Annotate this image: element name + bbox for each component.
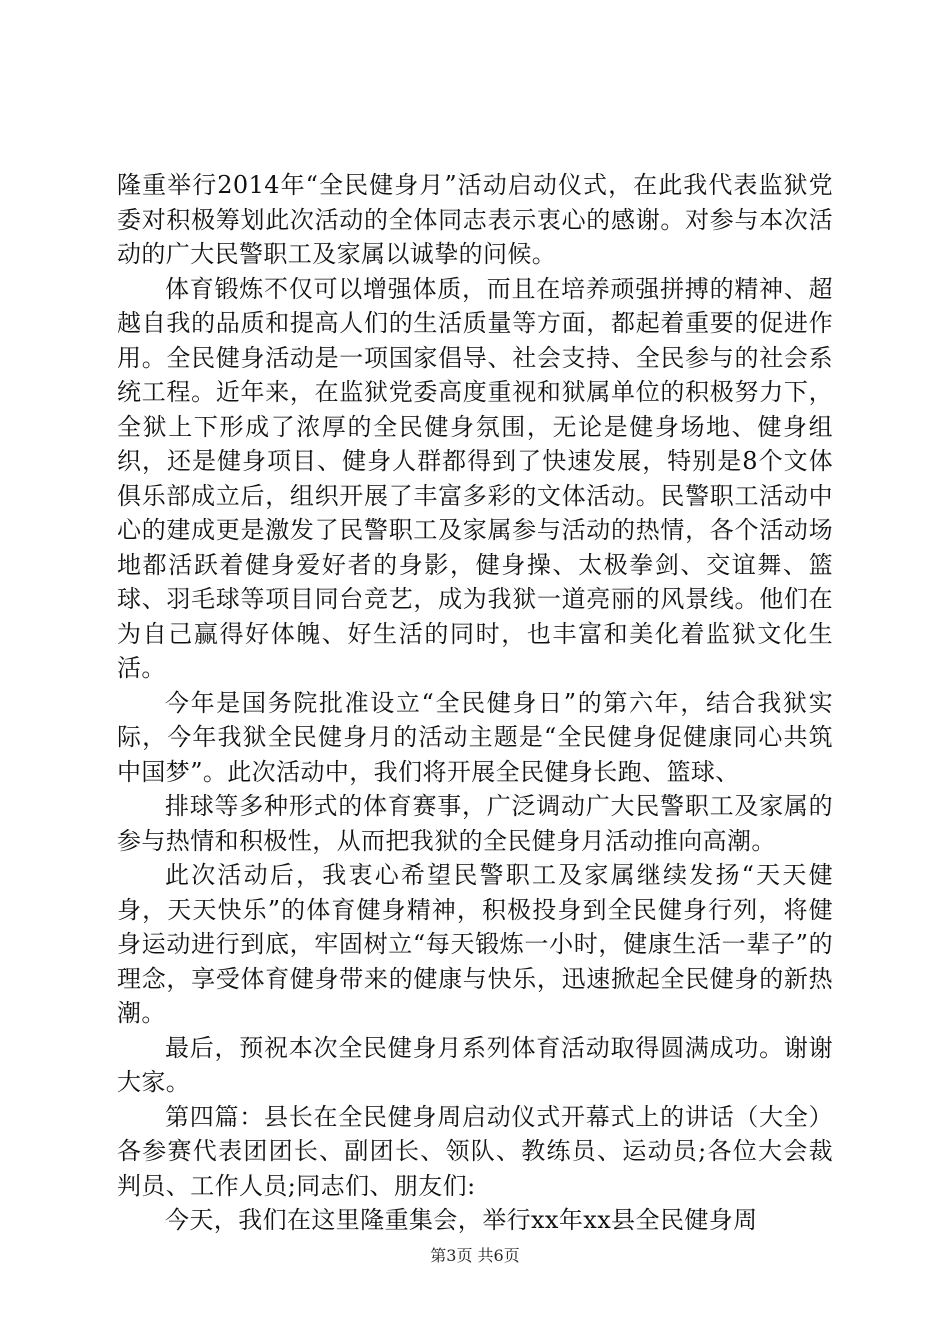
paragraph-events: 排球等多种形式的体育赛事，广泛调动广大民警职工及家属的参与热情和积极性，从而把我狱的全民健身月活动推向高潮。 <box>117 792 833 855</box>
paragraph-hope: 此次活动后，我衷心希望民警职工及家属继续发扬“天天健身，天天快乐”的体育健身精神，积极投身到全民健身行列，将健身运动进行到底，牢固树立“每天锻炼一小时，健康生活一辈子”的理念，享受体育健身带来的健康与快乐，迅速掀起全民健身的新热潮。 <box>117 861 833 1027</box>
paragraph-closing: 最后，预祝本次全民健身月系列体育活动取得圆满成功。谢谢大家。 <box>117 1033 833 1096</box>
page-number-footer: 第3页 共6页 <box>430 1246 520 1265</box>
paragraph-opening: 隆重举行2014年“全民健身月”活动启动仪式，在此我代表监狱党委对积极筹划此次活动的全体同志表示衷心的感谢。对参与本次活动的广大民警职工及家属以诚挚的问候。 <box>117 171 833 268</box>
paragraph-theme: 今年是国务院批准设立“全民健身日”的第六年，结合我狱实际，今年我狱全民健身月的活动主题是“全民健身促健康同心共筑中国梦”。此次活动中，我们将开展全民健身长跑、篮球、 <box>117 688 833 786</box>
paragraph-today: 今天，我们在这里隆重集会，举行xx年xx县全民健身周 <box>165 1206 758 1234</box>
document-body <box>117 168 833 1238</box>
paragraph-physical-exercise: 体育锻炼不仅可以增强体质，而且在培养顽强拼搏的精神、超越自我的品质和提高人们的生活质量等方面，都起着重要的促进作用。全民健身活动是一项国家倡导、社会支持、全民参与的社会系统工程。近年来，在监狱党委高度重视和狱属单位的积极努力下，全狱上下形成了浓厚的全民健身氛围，无论是健身场地、健身组织，还是健身项目、健身人群都得到了快速发展，特别是8个文体俱乐部成立后，组织开展了丰富多彩的文体活动。民警职工活动中心的建成更是激发了民警职工及家属参与活动的热情，各个活动场地都活跃着健身爱好者的身影，健身操、太极拳剑、交谊舞、篮球、羽毛球等项目同台竞艺，成为我狱一道亮丽的风景线。他们在为自己赢得好体魄、好生活的同时，也丰富和美化着监狱文化生活。 <box>117 274 833 682</box>
paragraph-fourth-section: 第四篇：县长在全民健身周启动仪式开幕式上的讲话（大全）各参赛代表团团长、副团长、领队、教练员、运动员;各位大会裁判员、工作人员;同志们、朋友们: <box>117 1102 833 1200</box>
